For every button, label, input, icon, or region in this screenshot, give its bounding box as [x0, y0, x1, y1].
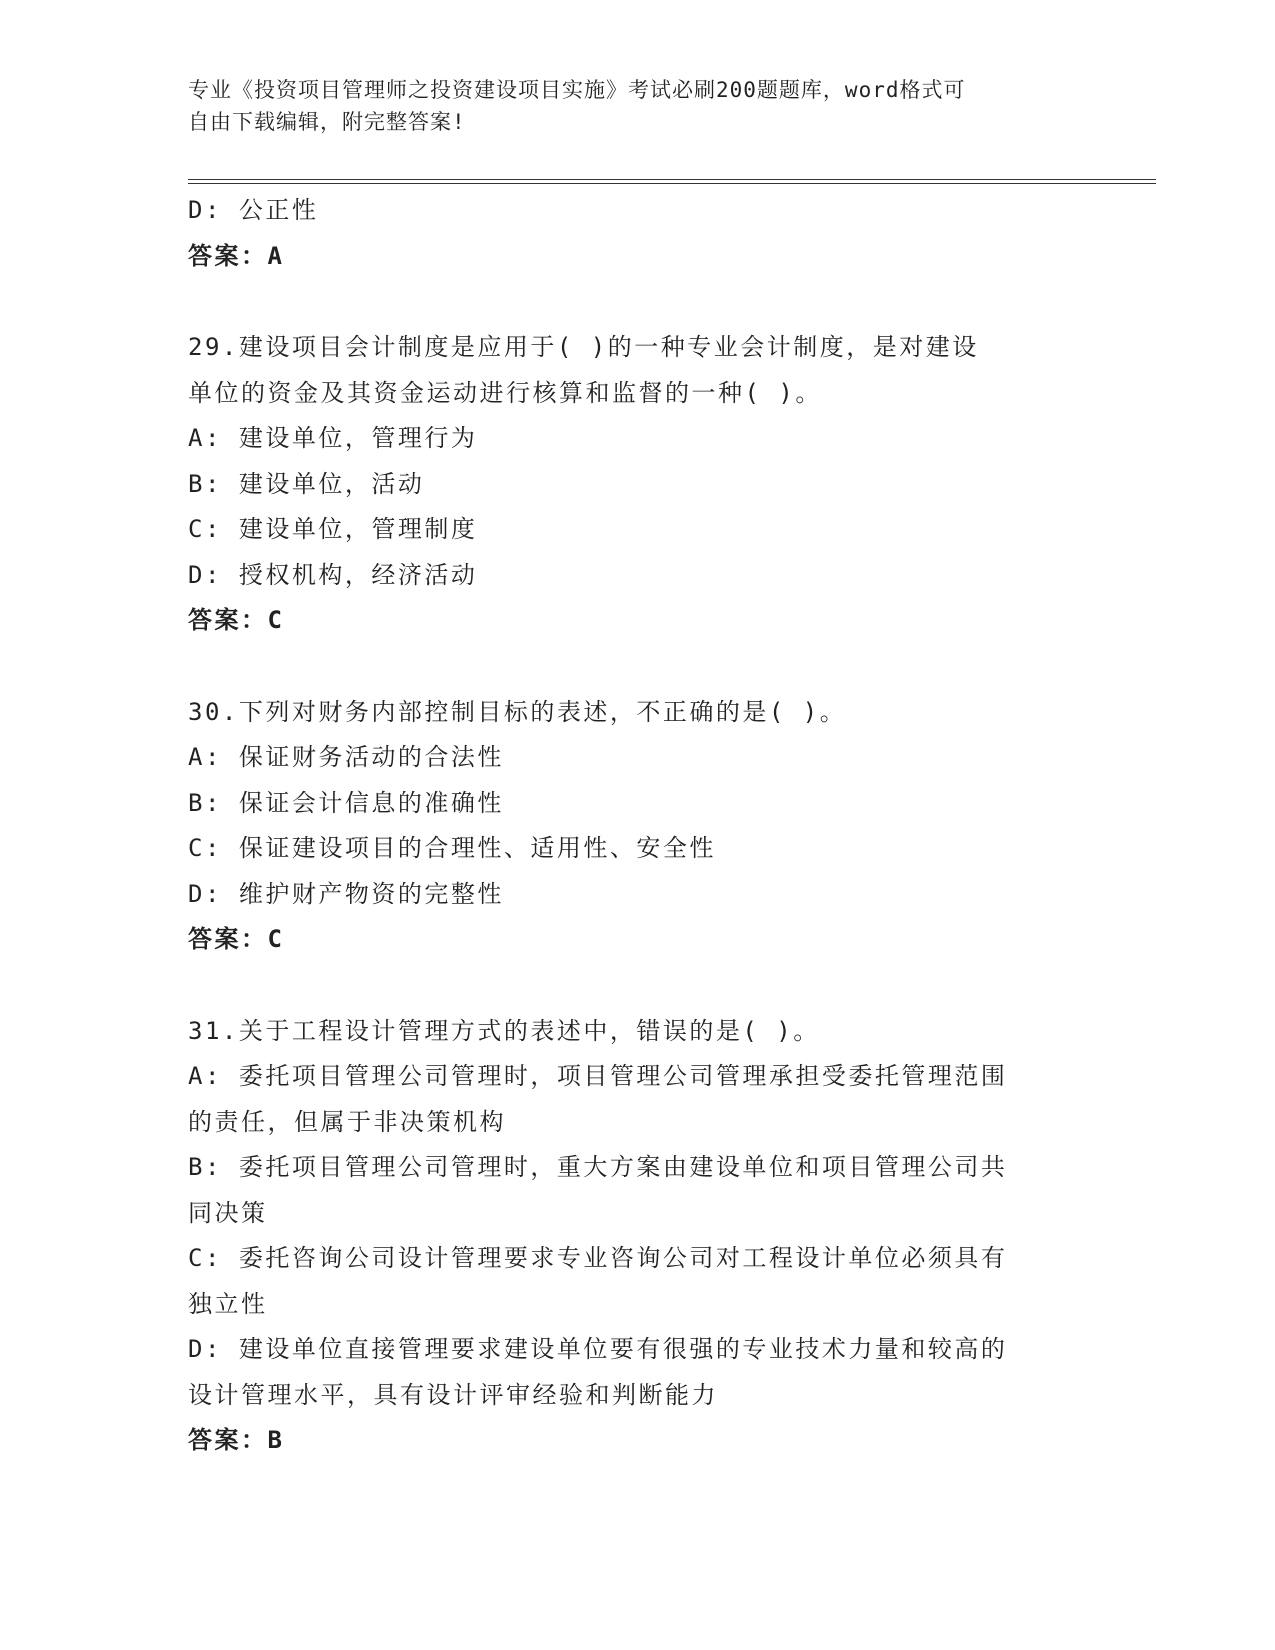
question-31	[188, 1009, 1078, 1464]
question-stem-line: 29.建设项目会计制度是应用于( )的一种专业会计制度，是对建设	[188, 333, 979, 361]
option-a-line: A: 委托项目管理公司管理时，项目管理公司管理承担受委托管理范围	[188, 1062, 1008, 1090]
option-a-line: 的责任，但属于非决策机构	[188, 1107, 506, 1136]
header-line-1: 专业《投资项目管理师之投资建设项目实施》考试必刷200题题库，word格式可	[188, 78, 966, 102]
answer: 答案：B	[188, 1426, 285, 1454]
option-d: D: 维护财产物资的完整性	[188, 879, 504, 908]
document-body	[188, 188, 1078, 1510]
option-b-line: 同决策	[188, 1198, 268, 1227]
option-d-line: 设计管理水平，具有设计评审经验和判断能力	[188, 1380, 718, 1409]
option-c-line: C: 委托咨询公司设计管理要求专业咨询公司对工程设计单位必须具有	[188, 1244, 1008, 1272]
answer: 答案：A	[188, 241, 285, 270]
option-a: A: 保证财务活动的合法性	[188, 743, 504, 771]
option-b: B: 建设单位，活动	[188, 469, 425, 498]
answer: 答案：C	[188, 925, 285, 953]
option-c: C: 建设单位，管理制度	[188, 515, 478, 543]
question-29	[188, 325, 1078, 644]
question-stem-line: 30.下列对财务内部控制目标的表述，不正确的是( )。	[188, 697, 847, 726]
header-rule-top	[188, 179, 1156, 180]
option-b: B: 保证会计信息的准确性	[188, 788, 504, 817]
document-header	[188, 74, 1068, 138]
question-30	[188, 690, 1078, 963]
option-d: D: 授权机构，经济活动	[188, 560, 478, 589]
header-line-2: 自由下载编辑，附完整答案!	[188, 110, 466, 134]
option-d: D: 公正性	[188, 196, 319, 224]
previous-question-tail	[188, 188, 1078, 279]
question-stem-line: 31.关于工程设计管理方式的表述中，错误的是( )。	[188, 1016, 820, 1045]
option-c: C: 保证建设项目的合理性、适用性、安全性	[188, 834, 716, 862]
header-rule-bottom	[188, 183, 1156, 184]
option-c-line: 独立性	[188, 1289, 268, 1318]
option-d-line: D: 建设单位直接管理要求建设单位要有很强的专业技术力量和较高的	[188, 1335, 1008, 1363]
option-a: A: 建设单位，管理行为	[188, 424, 478, 452]
question-stem-line: 单位的资金及其资金运动进行核算和监督的一种( )。	[188, 378, 822, 407]
option-b-line: B: 委托项目管理公司管理时，重大方案由建设单位和项目管理公司共	[188, 1153, 1008, 1181]
answer: 答案：C	[188, 606, 285, 634]
